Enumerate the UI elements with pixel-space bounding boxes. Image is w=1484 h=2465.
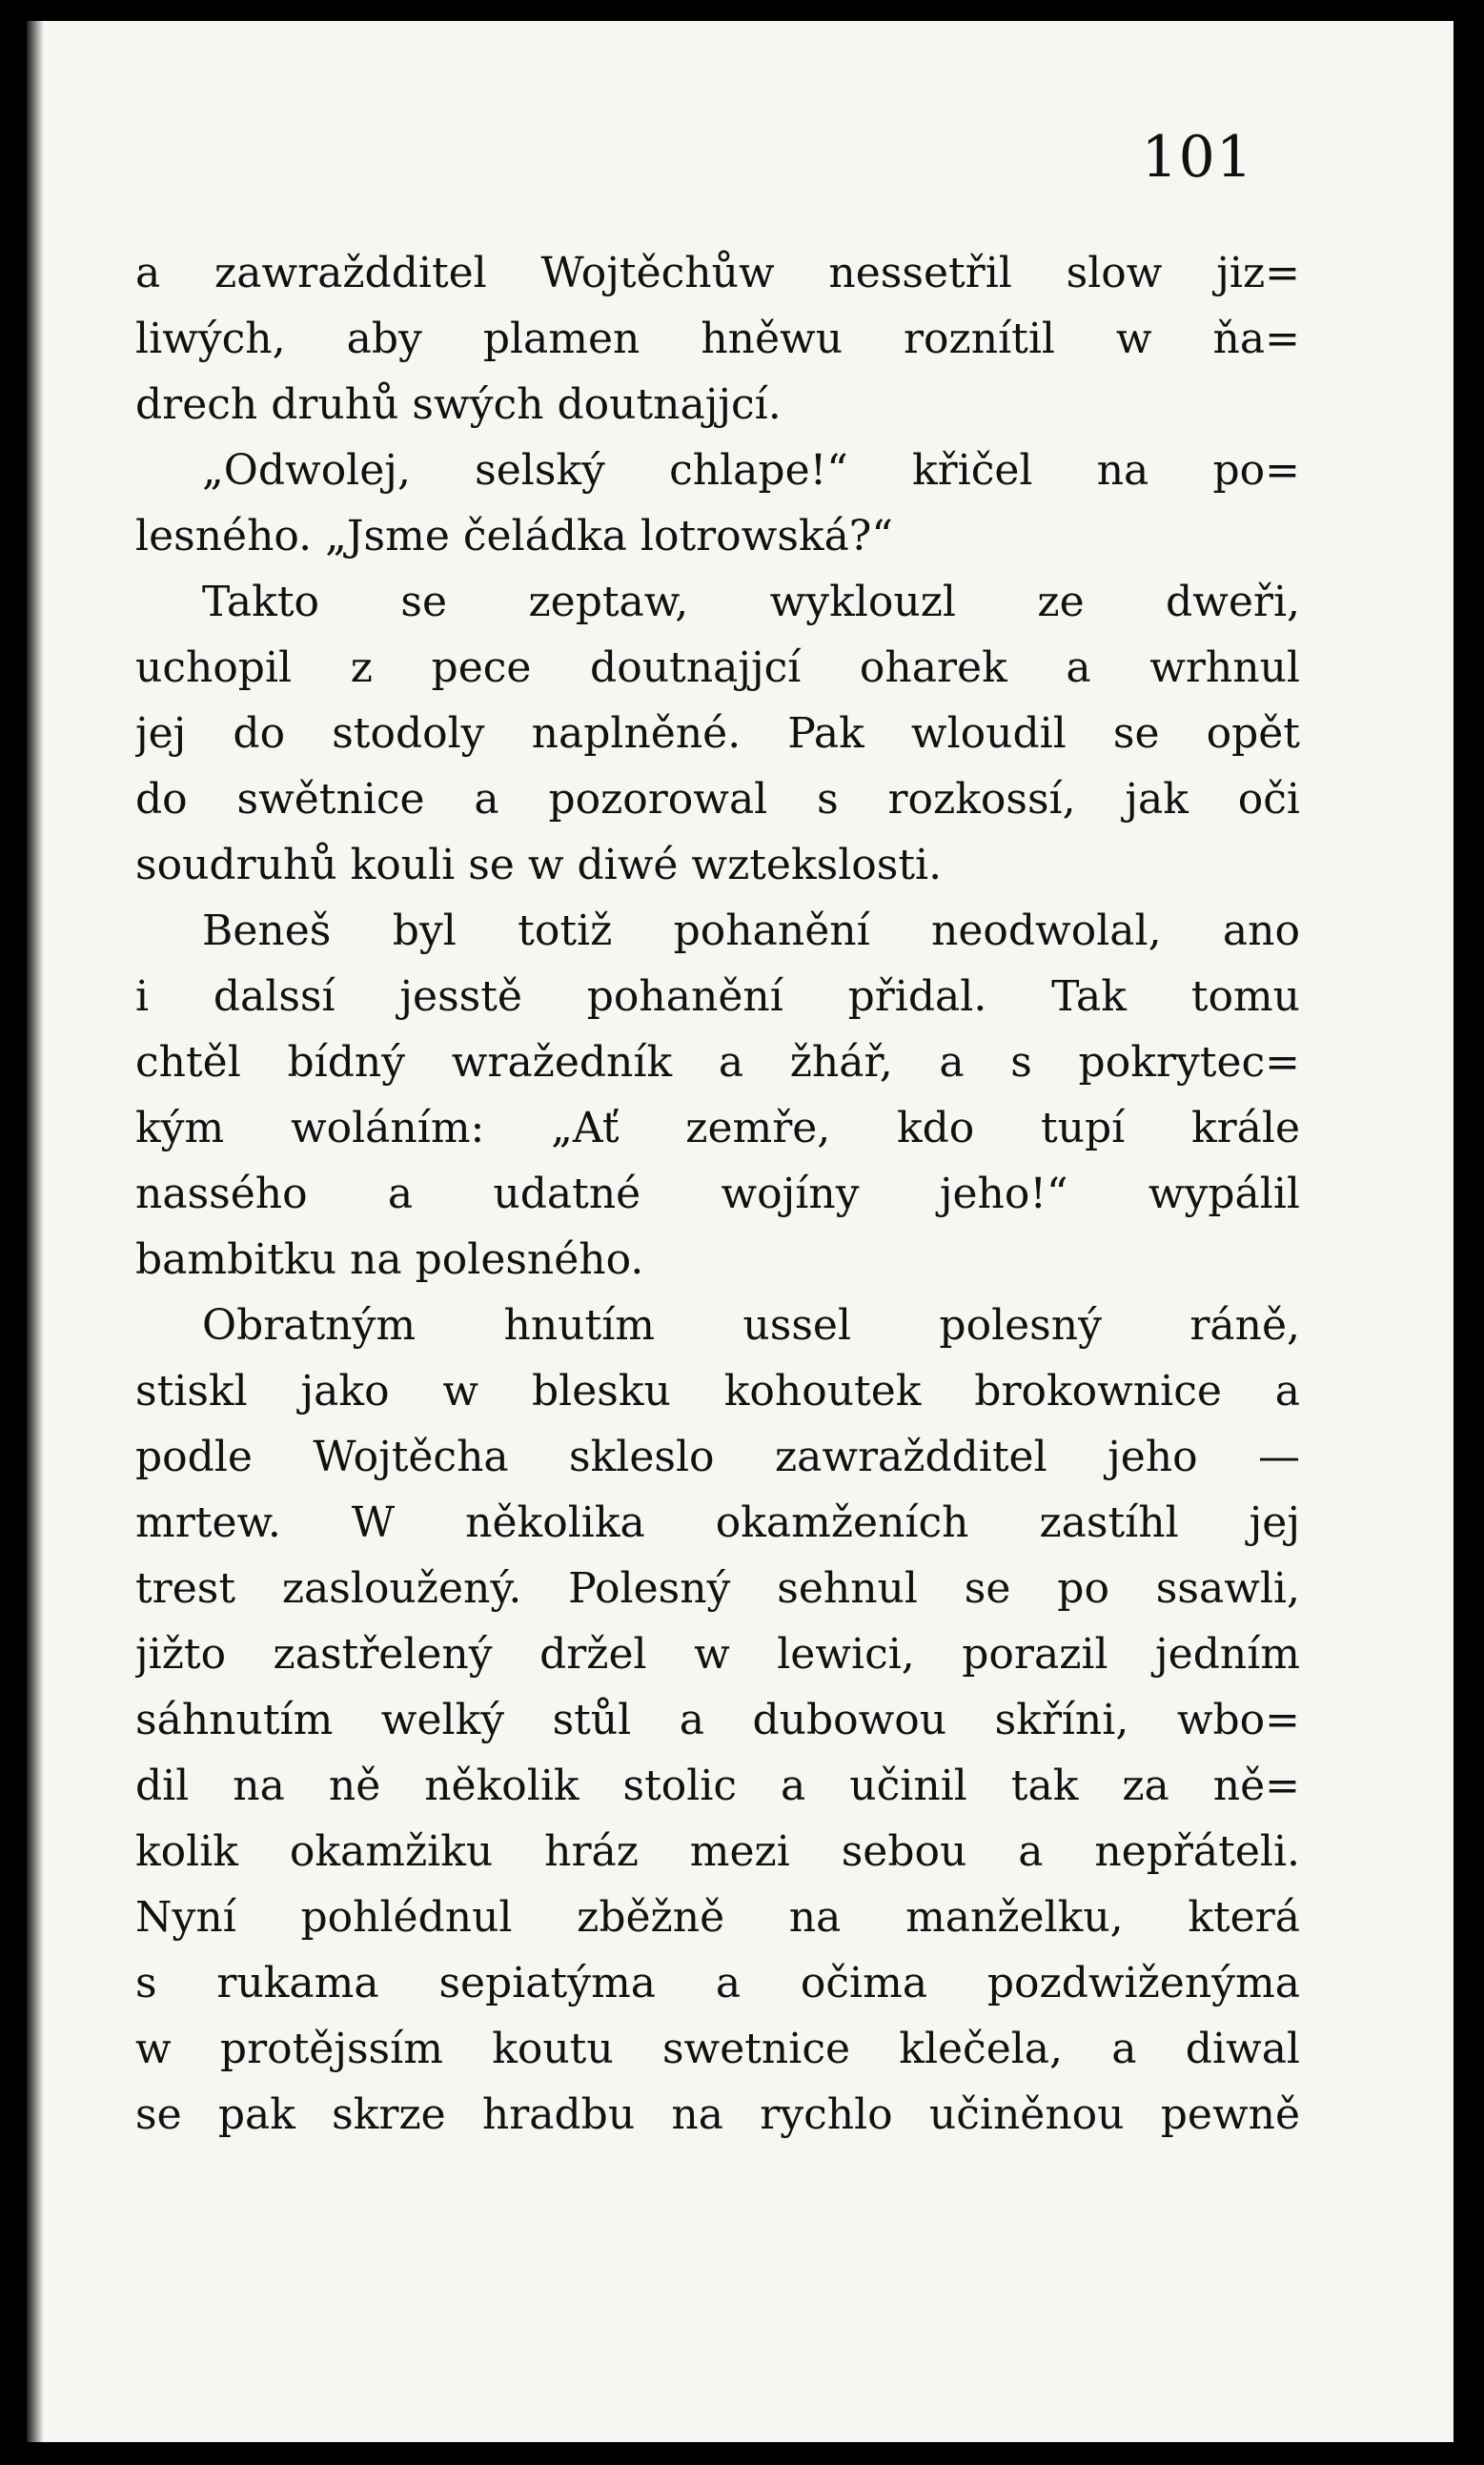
text-line: Takto se zeptaw, wyklouzl ze dweři, <box>202 578 1300 626</box>
text-line: do swětnice a pozorowal s rozkossí, jak oči <box>135 775 1300 824</box>
text-line: stiskl jako w blesku kohoutek brokownice a <box>135 1367 1300 1416</box>
binding-shadow <box>27 21 44 2442</box>
text-line: w protějssím koutu swetnice klečela, a diwal <box>135 2025 1300 2073</box>
text-line: sáhnutím welký stůl a dubowou skříni, wbo= <box>135 1696 1300 1744</box>
text-line: liwých, aby plamen hněwu roznítil w ňa= <box>135 315 1300 363</box>
text-line: lesného. „Jsme čeládka lotrowská?“ <box>135 512 893 560</box>
text-line: kolik okamžiku hráz mezi sebou a nepřáteli. <box>135 1827 1300 1876</box>
text-line: se pak skrze hradbu na rychlo učiněnou pewně <box>135 2090 1300 2139</box>
text-line: trest zasloužený. Polesný sehnul se po ssawli, <box>135 1564 1300 1613</box>
text-line: „Odwolej, selský chlape!“ křičel na po= <box>202 446 1300 495</box>
text-line: s rukama sepiatýma a očima pozdwiženýma <box>135 1959 1300 2007</box>
page-number: 101 <box>1141 124 1253 191</box>
body-text <box>135 240 1300 2148</box>
text-line: Nyní pohlédnul zběžně na manželku, která <box>135 1893 1300 1942</box>
text-line: drech druhů swých doutnajjcí. <box>135 380 782 429</box>
text-line: i dalssí jesstě pohanění přidal. Tak tomu <box>135 972 1300 1021</box>
text-line: podle Wojtěcha skleslo zawraždditel jeho — <box>135 1433 1300 1481</box>
text-line: dil na ně několik stolic a učinil tak za ně= <box>135 1762 1300 1810</box>
text-line: jej do stodoly naplněné. Pak wloudil se opět <box>135 709 1300 758</box>
text-line: nassého a udatné wojíny jeho!“ wypálil <box>135 1170 1300 1218</box>
text-line: uchopil z pece doutnajjcí oharek a wrhnul <box>135 643 1300 692</box>
text-line: Obratným hnutím ussel polesný ráně, <box>202 1301 1300 1350</box>
text-line: a zawraždditel Wojtěchůw nessetřil slow jiz= <box>135 249 1300 297</box>
text-line: bambitku na polesného. <box>135 1235 644 1284</box>
text-line: Beneš byl totiž pohanění neodwolal, ano <box>202 907 1300 955</box>
text-line: soudruhů kouli se w diwé wztekslosti. <box>135 841 943 889</box>
text-line: chtěl bídný wražedník a žhář, a s pokrytec= <box>135 1038 1300 1087</box>
text-line: kým woláním: „Ať zemře, kdo tupí krále <box>135 1104 1300 1152</box>
text-line: jižto zastřelený držel w lewici, porazil jedním <box>135 1630 1300 1679</box>
text-line: mrtew. W několika okamženích zastíhl jej <box>135 1498 1300 1547</box>
book-page <box>27 21 1454 2442</box>
